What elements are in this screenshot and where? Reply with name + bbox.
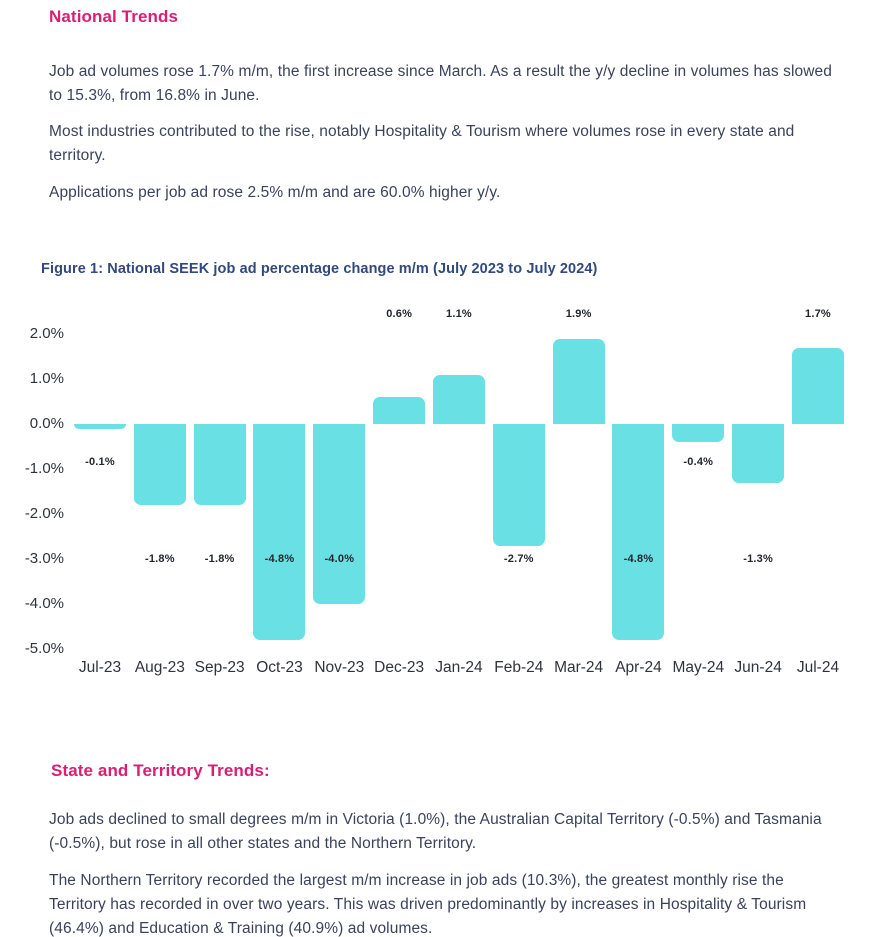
x-tick-label: Mar-24 xyxy=(554,659,604,677)
bar-Nov-23 xyxy=(313,424,365,604)
national-trends-paragraph-2: Most industries contributed to the rise, notably Hospitality & Tourism where volumes rose in every state and territory. xyxy=(49,123,795,164)
bar-data-label: -1.3% xyxy=(743,553,773,565)
state-territory-heading: State and Territory Trends: xyxy=(51,761,270,780)
y-tick-label: 0.0% xyxy=(29,415,64,432)
x-tick-label: Nov-23 xyxy=(314,659,365,677)
bar-data-label: 1.1% xyxy=(446,308,472,320)
x-tick-label: Sep-23 xyxy=(194,659,245,677)
y-tick-label: 1.0% xyxy=(29,370,64,387)
bar-Oct-23 xyxy=(253,424,305,640)
bar-data-label: -1.8% xyxy=(144,553,175,565)
bar-Feb-24 xyxy=(493,424,545,546)
bar-Apr-24 xyxy=(612,424,664,640)
x-tick-label: Jul-24 xyxy=(796,659,840,677)
bar-data-label: -0.1% xyxy=(85,456,115,469)
figure1-caption: Figure 1: National SEEK job ad percentage change m/m (July 2023 to July 2024) xyxy=(41,261,598,277)
x-tick-label: Feb-24 xyxy=(494,659,544,677)
bar-data-label: -1.8% xyxy=(204,553,235,565)
bar-data-label: -4.8% xyxy=(623,553,654,565)
bar-Sep-23 xyxy=(194,424,246,505)
bar-Jul-23 xyxy=(74,424,126,429)
bar-Jul-24 xyxy=(792,348,844,425)
y-tick-label: -2.0% xyxy=(24,505,64,522)
x-tick-label: Apr-24 xyxy=(615,659,662,677)
x-tick-label: Oct-23 xyxy=(256,659,303,677)
y-tick-label: -3.0% xyxy=(24,550,64,567)
bar-Jun-24 xyxy=(732,424,784,483)
y-tick-label: -4.0% xyxy=(24,595,64,612)
bar-data-label: -4.0% xyxy=(324,553,355,565)
bar-Mar-24 xyxy=(553,339,605,425)
x-tick-label: Aug-23 xyxy=(134,659,185,677)
bar-data-label: 0.6% xyxy=(386,308,413,320)
bar-Jan-24 xyxy=(433,375,485,425)
national-trends-paragraph-3: Applications per job ad rose 2.5% m/m and are 60.0% higher y/y. xyxy=(49,184,501,201)
y-tick-label: -1.0% xyxy=(24,460,64,477)
y-tick-label: -5.0% xyxy=(24,640,64,657)
bar-Aug-23 xyxy=(134,424,186,505)
bar-data-label: 1.7% xyxy=(805,308,831,320)
bar-May-24 xyxy=(672,424,724,442)
bar-data-label: -4.8% xyxy=(264,553,295,565)
national-trends-paragraph-1: Job ad volumes rose 1.7% m/m, the first increase since March. As a result the y/y decline in volumes has slowed to 15.3%, from 16.8% in June. xyxy=(49,63,832,104)
state-territory-paragraph-2: The Northern Territory recorded the largest m/m increase in job ads (10.3%), the greatest monthly rise the Territory has recorded in over two years. This was driven predominantly by increases in Hospitality & Tourism (46.4%) and Education & Training (40.9%) ad volumes. xyxy=(49,872,807,937)
x-tick-label: May-24 xyxy=(672,659,725,677)
x-tick-label: Jun-24 xyxy=(734,659,782,677)
state-territory-paragraph-1: Job ads declined to small degrees m/m in Victoria (1.0%), the Australian Capital Territory (-0.5%) and Tasmania (-0.5%), but rose in all other states and the Northern Territory. xyxy=(49,811,822,852)
bar-data-label: -2.7% xyxy=(503,553,534,565)
x-tick-label: Jul-23 xyxy=(78,659,122,677)
bar-data-label: 1.9% xyxy=(565,308,592,320)
y-tick-label: 2.0% xyxy=(29,325,64,342)
bar-data-label: -0.4% xyxy=(683,456,714,469)
x-tick-label: Dec-23 xyxy=(374,659,425,677)
figure1-bar-chart xyxy=(0,296,876,696)
national-trends-heading: National Trends xyxy=(49,7,179,26)
bar-Dec-23 xyxy=(373,397,425,424)
x-tick-label: Jan-24 xyxy=(435,659,483,677)
